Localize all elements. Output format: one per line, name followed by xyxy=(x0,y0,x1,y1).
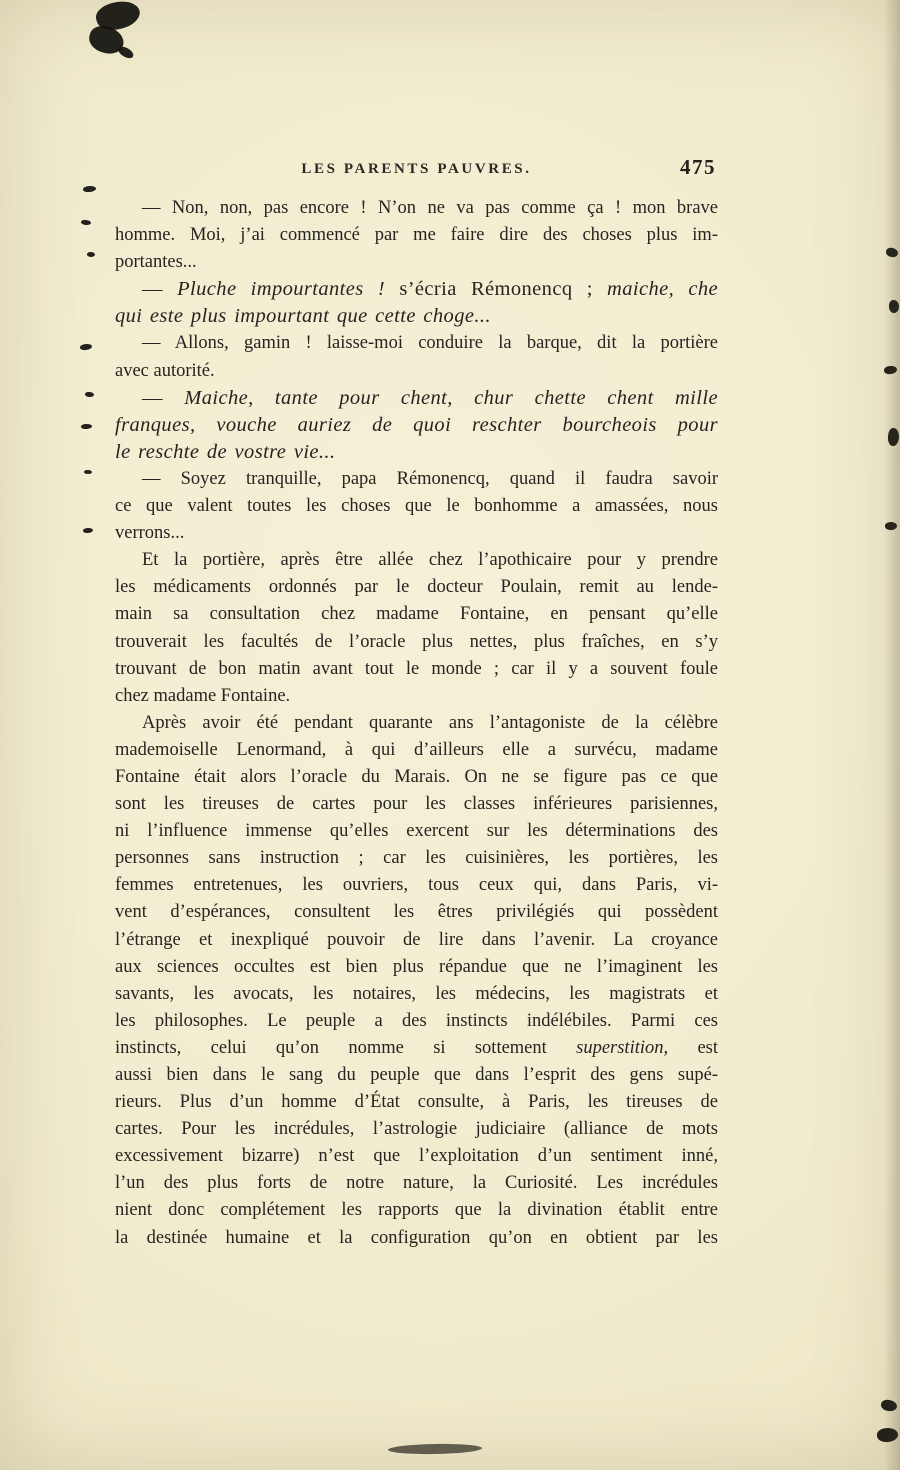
text-line xyxy=(115,818,718,845)
body-text: vent d’espérances, consultent les êtres privilégiés qui possèdent xyxy=(115,902,718,923)
body-text: cartes. Pour les incrédules, l’astrologie judiciaire (alliance de mots xyxy=(115,1119,718,1140)
paragraph xyxy=(115,547,718,710)
ink-mark xyxy=(876,1427,898,1443)
body-text: ni l’influence immense qu’elles exercent sur les déterminations des xyxy=(115,821,718,842)
text-line xyxy=(115,656,718,683)
text-line xyxy=(115,601,718,628)
text-line xyxy=(115,683,718,710)
text-line xyxy=(115,927,718,954)
body-text: — Allons, gamin ! laisse-moi conduire la barque, dit la portière xyxy=(142,333,718,354)
body-text: Et la portière, après être allée chez l’apothicaire pour y prendre xyxy=(142,550,718,571)
body-text: chez madame Fontaine. xyxy=(115,685,291,706)
paragraph xyxy=(115,330,718,384)
ink-mark xyxy=(884,365,898,375)
body-text: l’étrange et inexpliqué pouvoir de lire dans l’avenir. La croyance xyxy=(115,929,718,950)
body-text: aussi bien dans le sang du peuple que dans l’esprit des gens supé- xyxy=(115,1065,718,1085)
text-line xyxy=(115,1035,718,1062)
page-number: 475 xyxy=(680,155,716,179)
italic-text: le reschte de vostre vie... xyxy=(115,440,336,463)
body-text: ce que valent toutes les choses que le bonhomme a amassées, nous xyxy=(115,496,718,517)
body-text: main sa consultation chez madame Fontaine, en pensant qu’elle xyxy=(115,604,718,625)
bottom-smudge xyxy=(388,1443,482,1455)
body-text: s’écria Rémonencq ; xyxy=(385,278,608,301)
ink-blot xyxy=(117,45,135,60)
text-line xyxy=(115,385,718,412)
text-line xyxy=(115,764,718,791)
body-text: nient donc complétement les rapports que la divination établit entre xyxy=(115,1200,718,1221)
page-header xyxy=(115,155,718,187)
body-text: verrons... xyxy=(115,523,185,544)
text-line xyxy=(115,330,718,357)
text-line xyxy=(115,574,718,601)
text-line xyxy=(115,629,718,656)
ink-mark xyxy=(885,522,898,531)
body-text: mademoiselle Lenormand, à qui d’ailleurs elle a survécu, madame xyxy=(115,739,718,760)
text-line xyxy=(115,222,718,249)
body-text: portantes... xyxy=(115,252,197,273)
ink-mark xyxy=(889,300,899,313)
body-text: femmes entretenues, les ouvriers, tous ceux qui, dans Paris, vi- xyxy=(115,875,718,896)
body-text: personnes sans instruction ; car les cuisinières, les portières, les xyxy=(115,848,718,869)
body-text: sont les tireuses de cartes pour les classes inférieures parisiennes, xyxy=(115,794,718,815)
text-line xyxy=(115,1116,718,1143)
italic-text: franques, vouche auriez de quoi reschter bourcheois pour xyxy=(115,413,718,436)
text-line xyxy=(115,1170,718,1197)
ink-mark xyxy=(87,252,95,257)
text-line xyxy=(115,1197,718,1224)
text-line xyxy=(115,358,718,385)
ink-mark xyxy=(885,247,898,258)
text-line xyxy=(115,249,718,276)
paragraph xyxy=(115,466,718,547)
text-line xyxy=(115,899,718,926)
ink-mark xyxy=(81,424,92,430)
body-text: trouverait les facultés de l’oracle plus nettes, plus fraîches, en s’y xyxy=(115,631,718,652)
text-line xyxy=(115,1089,718,1116)
text-line xyxy=(115,1008,718,1035)
body-text: Après avoir été pendant quarante ans l’antagoniste de la célèbre xyxy=(142,712,718,733)
text-line xyxy=(115,954,718,981)
paragraph xyxy=(115,195,718,276)
text-column xyxy=(115,155,719,1252)
text-line xyxy=(115,195,718,222)
text-line xyxy=(115,276,718,303)
body-text: l’un des plus forts de notre nature, la Curiosité. Les incrédules xyxy=(115,1173,718,1194)
text-line xyxy=(115,791,718,818)
ink-mark xyxy=(80,343,93,351)
running-title: LES PARENTS PAUVRES. xyxy=(301,161,532,177)
body-text: la destinée humaine et la configuration qu’on en obtient par les xyxy=(115,1227,718,1248)
body-text: les philosophes. Le peuple a des instincts indélébiles. Parmi ces xyxy=(115,1010,718,1031)
paragraph xyxy=(115,385,718,466)
text-line xyxy=(115,1225,718,1252)
text-line xyxy=(115,412,718,439)
ink-mark xyxy=(83,528,93,534)
ink-mark xyxy=(84,470,92,474)
paragraph xyxy=(115,710,718,1252)
text-line xyxy=(115,1143,718,1170)
body-text: — Non, non, pas encore ! N’on ne va pas comme ça ! mon brave xyxy=(142,198,718,218)
italic-text: superstition, xyxy=(576,1037,669,1058)
ink-blot xyxy=(86,23,127,58)
text-line xyxy=(115,439,718,466)
body-text: Fontaine était alors l’oracle du Marais. On ne se figure pas ce que xyxy=(115,766,718,787)
ink-mark xyxy=(81,220,91,226)
body-text: aux sciences occultes est bien plus répandue que ne l’imaginent les xyxy=(115,956,718,977)
ink-mark xyxy=(880,1399,897,1412)
text-line xyxy=(115,547,718,574)
body-text: instincts, celui qu’on nomme si sottement xyxy=(115,1037,577,1058)
paragraph xyxy=(115,276,718,330)
page-body xyxy=(115,195,718,1252)
ink-mark xyxy=(85,392,94,397)
text-line xyxy=(115,981,718,1008)
text-line xyxy=(115,737,718,764)
body-text: les médicaments ordonnés par le docteur Poulain, remit au lende- xyxy=(115,577,718,598)
text-line xyxy=(115,1062,718,1089)
ink-blot xyxy=(93,0,142,34)
body-text: rieurs. Plus d’un homme d’État consulte, à Paris, les tireuses de xyxy=(115,1092,718,1113)
body-text: savants, les avocats, les notaires, les médecins, les magistrats et xyxy=(115,983,718,1004)
text-line xyxy=(115,845,718,872)
body-text: homme. Moi, j’ai commencé par me faire dire des choses plus im- xyxy=(115,225,718,246)
text-line xyxy=(115,493,718,520)
italic-text: Maiche, tante pour chent, chur chette chent mille xyxy=(184,386,718,409)
body-text: excessivement bizarre) n’est que l’exploitation d’un sentiment inné, xyxy=(115,1146,718,1167)
text-line xyxy=(115,872,718,899)
ink-mark xyxy=(887,428,899,447)
text-line xyxy=(115,710,718,737)
text-line xyxy=(115,303,718,330)
ink-mark xyxy=(83,185,97,192)
italic-text: qui este plus impourtant que cette choge... xyxy=(115,305,491,328)
body-text: avec autorité. xyxy=(115,360,215,381)
body-text: — Soyez tranquille, papa Rémonencq, quand il faudra savoir xyxy=(142,468,718,489)
body-text: — xyxy=(142,386,185,409)
body-text: est xyxy=(668,1037,718,1058)
italic-text: maiche, che xyxy=(607,278,719,301)
italic-text: Pluche impourtantes ! xyxy=(177,278,386,301)
text-line xyxy=(115,520,718,547)
body-text: — xyxy=(142,278,178,301)
text-line xyxy=(115,466,718,493)
body-text: trouvant de bon matin avant tout le monde ; car il y a souvent foule xyxy=(115,658,718,679)
